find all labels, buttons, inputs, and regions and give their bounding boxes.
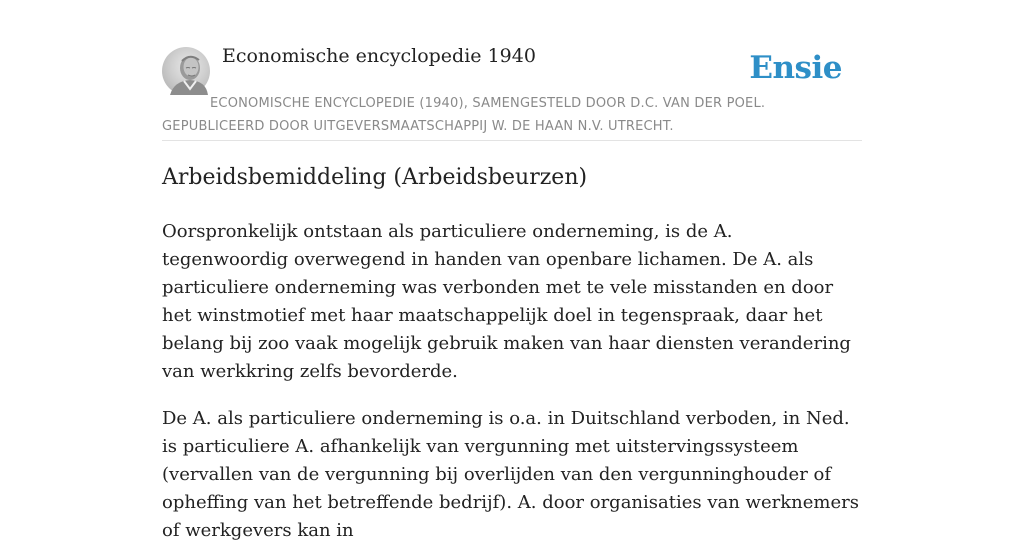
article-title: Arbeidsbemiddeling (Arbeidsbeurzen) (162, 165, 588, 190)
article (162, 160, 862, 545)
article-paragraph: De A. als particuliere onderneming is o.a. in Duitschland verboden, in Ned. is particuliere A. afhankelijk van vergunning met uitstervingssysteem (vervallen van de vergunning bij overlijden van den vergunninghouder of opheffing van het betreffende bedrijf). A. door organisaties van werknemers of werkgevers kan in (162, 408, 859, 541)
article-paragraph: Oorspronkelijk ontstaan als particuliere onderneming, is de A. tegenwoordig overwegend in handen van openbare lichamen. De A. als particuliere onderneming was verbonden met te vele misstanden en door het winstmotief met haar maatschappelijk doel in tegenspraak, daar het belang bij zoo vaak mogelijk gebruik maken van haar diensten verandering van werkkring zelfs bevorderde. (162, 221, 851, 382)
page-header (162, 0, 862, 141)
publication-info: ECONOMISCHE ENCYCLOPEDIE (1940), SAMENGESTELD DOOR D.C. VAN DER POEL. GEPUBLICEERD DOOR UITGEVERSMAATSCHAPPIJ W. DE HAAN N.V. UTRECHT. (162, 96, 766, 134)
ensie-logo[interactable]: Ensie (749, 50, 842, 86)
author-portrait-icon[interactable] (162, 47, 210, 95)
book-title[interactable]: Economische encyclopedie 1940 (222, 45, 536, 67)
